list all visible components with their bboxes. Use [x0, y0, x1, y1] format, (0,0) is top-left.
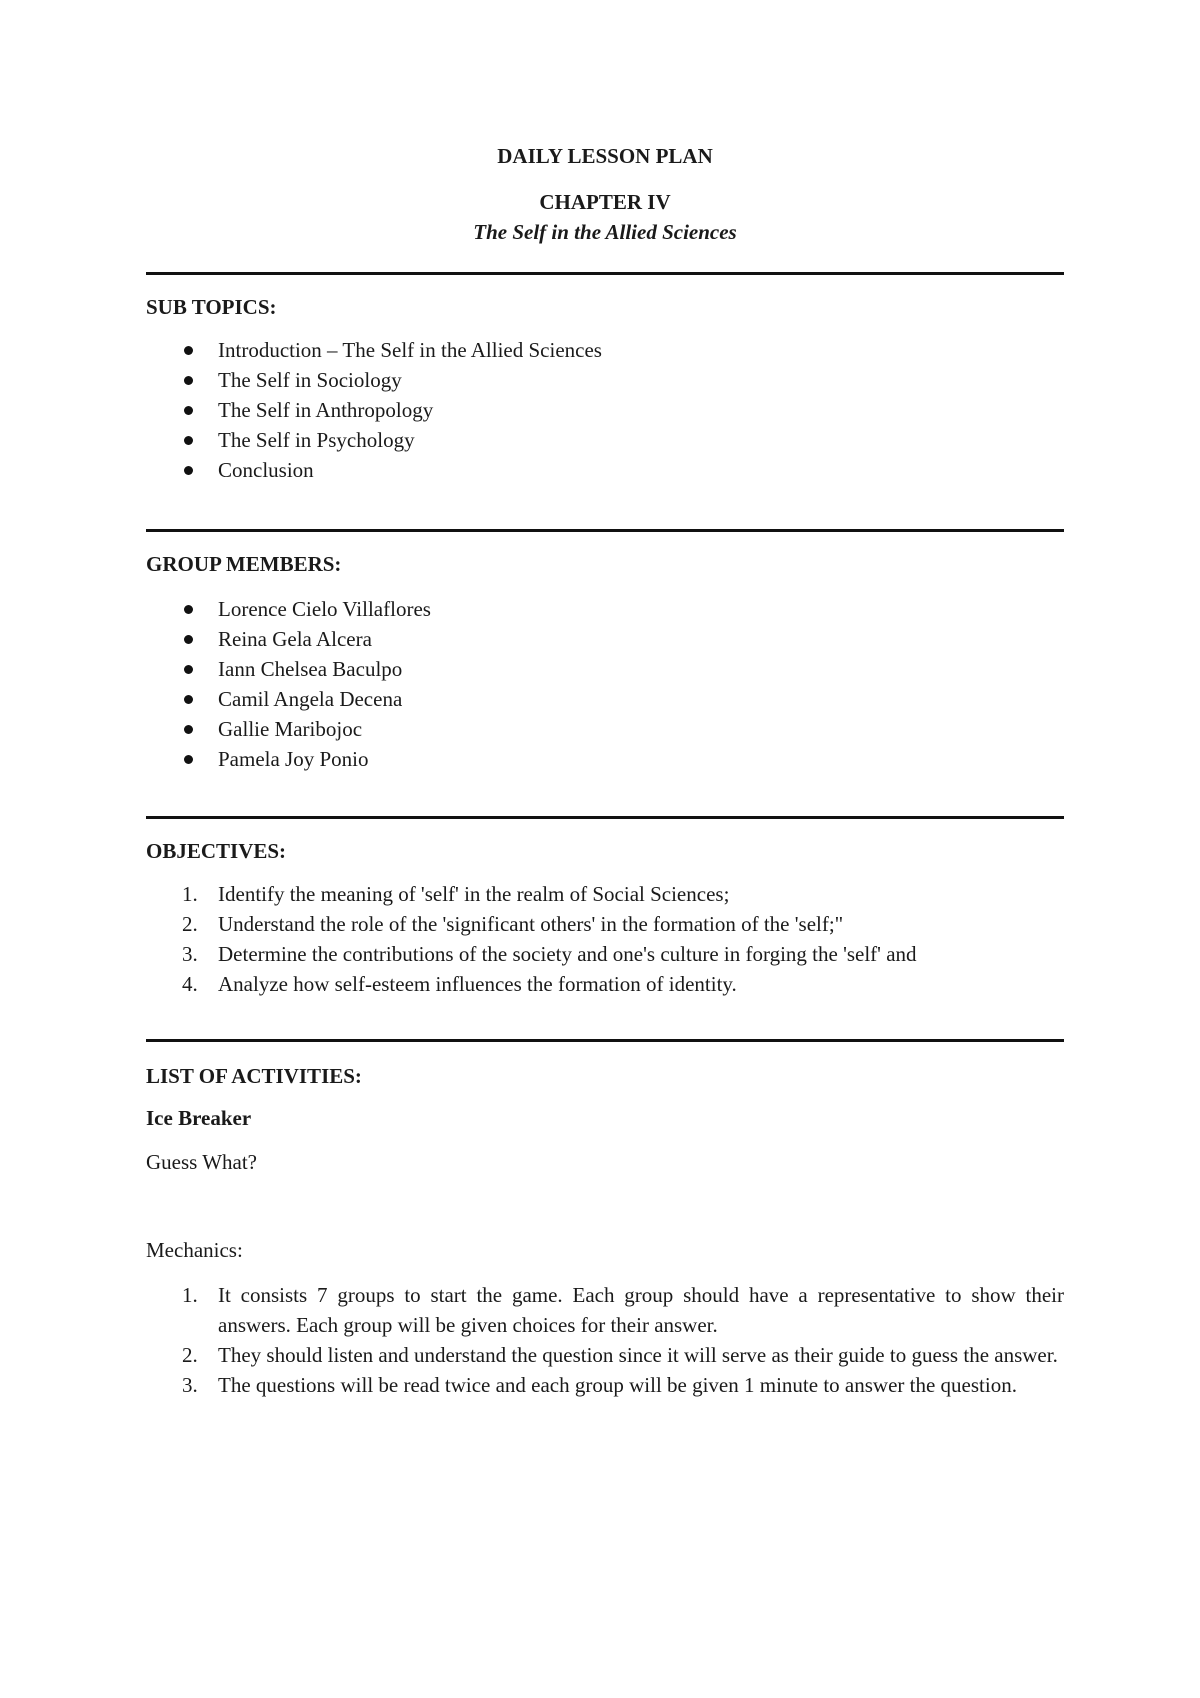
activities-heading: LIST OF ACTIVITIES: [146, 1064, 362, 1088]
bullet-icon [184, 436, 193, 445]
chapter-heading: CHAPTER IV [539, 190, 671, 214]
sub-topics-heading: SUB TOPICS: [146, 295, 277, 319]
document-content [146, 142, 1064, 1400]
chapter-subtitle: The Self in the Allied Sciences [473, 220, 737, 244]
list-item: Conclusion [146, 455, 1064, 485]
group-members-list [146, 594, 1064, 774]
section-divider [146, 1039, 1064, 1042]
document-title: DAILY LESSON PLAN [497, 144, 713, 168]
mechanics-label: Mechanics: [146, 1238, 243, 1262]
list-item: 1. Identify the meaning of 'self' in the realm of Social Sciences; [182, 882, 730, 906]
game-name: Guess What? [146, 1150, 257, 1174]
list-item: 2. Understand the role of the 'significant others' in the formation of the 'self;" [182, 912, 844, 936]
bullet-icon [184, 605, 193, 614]
list-item: 1. It consists 7 groups to start the game. Each group should have a representative to show their answers. Each group will be given choices for their answer. [182, 1283, 1064, 1337]
bullet-icon [184, 406, 193, 415]
bullet-icon [184, 665, 193, 674]
section-divider [146, 529, 1064, 532]
list-item: Camil Angela Decena [146, 684, 1064, 714]
section-divider [146, 816, 1064, 819]
list-item: 3. The questions will be read twice and each group will be given 1 minute to answer the question. [182, 1373, 1017, 1397]
bullet-icon [184, 725, 193, 734]
list-item: 2. They should listen and understand the question since it will serve as their guide to guess the answer. [182, 1343, 1058, 1367]
list-item: Gallie Maribojoc [146, 714, 1064, 744]
mechanics-list [146, 1280, 1064, 1400]
list-item: Reina Gela Alcera [146, 624, 1064, 654]
bullet-icon [184, 376, 193, 385]
list-item: 4. Analyze how self-esteem influences the formation of identity. [182, 972, 737, 996]
bullet-icon [184, 466, 193, 475]
ice-breaker-label: Ice Breaker [146, 1106, 252, 1130]
list-item: Pamela Joy Ponio [146, 744, 1064, 774]
bullet-icon [184, 755, 193, 764]
list-item: The Self in Psychology [146, 425, 1064, 455]
list-item: 3. Determine the contributions of the society and one's culture in forging the 'self' and [182, 942, 917, 966]
objectives-heading: OBJECTIVES: [146, 839, 287, 863]
list-item: Lorence Cielo Villaflores [146, 594, 1064, 624]
objectives-list [146, 879, 1064, 999]
list-item: Iann Chelsea Baculpo [146, 654, 1064, 684]
section-divider [146, 272, 1064, 275]
bullet-icon [184, 695, 193, 704]
list-item: The Self in Anthropology [146, 395, 1064, 425]
bullet-icon [184, 346, 193, 355]
group-members-heading: GROUP MEMBERS: [146, 552, 342, 576]
bullet-icon [184, 635, 193, 644]
list-item: The Self in Sociology [146, 365, 1064, 395]
sub-topics-list [146, 335, 1064, 485]
list-item: Introduction – The Self in the Allied Sciences [146, 335, 1064, 365]
